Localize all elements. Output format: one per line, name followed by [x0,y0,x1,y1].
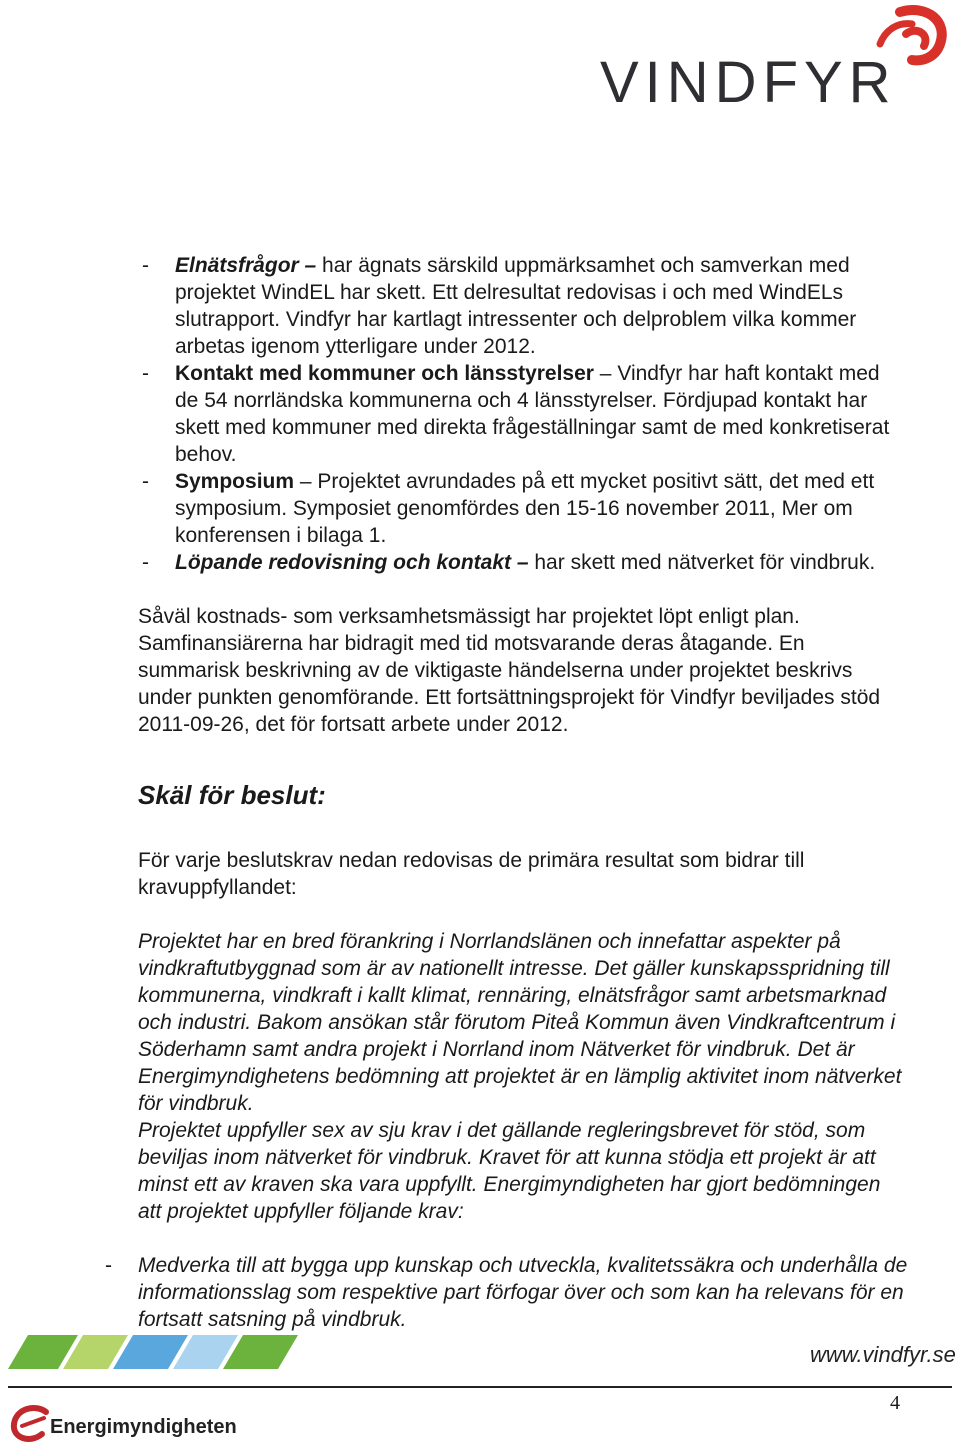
list-item: - Löpande redovisning och kontakt – har skett med nätverket för vindbruk. [142,551,876,574]
intro-paragraph: För varje beslutskrav nedan redovisas de primära resultat som bidrar till kravuppfyllandet: [138,849,805,899]
list-item: - Elnätsfrågor – har ägnats särskild uppmärksamhet och samverkan med projektet WindEL har skett. Ett delresultat redovisas i och med WindELs slutrapport. Vindfyr har kartlagt intressenter och delproblem vilka kommer arbetas igenom ytterligare under 2012. [142,254,857,358]
activity-list [138,252,908,576]
agency-name: Energimyndigheten [50,1416,237,1438]
list-item: - Medverka till att bygga upp kunskap och utveckla, kvalitetssäkra och underhålla de informationsslag som respektive part förfogar över och som kan ha relevans för en fortsatt satsning på vindbruk. [105,1254,908,1331]
section-heading: Skäl för beslut: [138,780,326,810]
list-item: - Kontakt med kommuner och länsstyrelser – Vindfyr har haft kontakt med de 54 norrländska kommunerna och 4 länsstyrelser. Fördjupad kontakt har skett med kommuner med direkta frågeställningar samt de med konkretiserat behov. [142,362,890,466]
assessment-paragraph: Projektet har en bred förankring i Norrlandslänen och innefattar aspekter på vindkraftutbyggnad som är av nationellt intresse. Det gäller kunskapsspridning till kommunerna, vindkraft i kallt klimat, rennäring, elnätsfrågor samt arbetsmarknad och industri. Bakom ansökan står förutom Piteå Kommun även Vindkraftcentrum i Söderhamn samt andra projekt i Norrland inom Nätverket för vindbruk. Det är Energimyndighetens bedömning att projektet är en lämplig aktivitet inom nätverket för vindbruk. [138,930,902,1115]
brand-name: VINDFYR [600,50,897,115]
vindfyr-logo [600,4,950,116]
agency-swoosh-icon [8,1404,52,1444]
footer-divider [8,1386,952,1388]
document-body [105,252,908,1333]
requirement-list [105,1252,908,1333]
summary-paragraph: Såväl kostnads- som verksamhetsmässigt har projektet löpt enligt plan. Samfinansiärerna har bidragit med tid motsvarande deras åtagande. En summarisk beskrivning av de viktigaste händelserna under projektet beskrivs under punkten genomförande. Ett fortsättningsprojekt för Vindfyr beviljades stöd 2011-09-26, det för fortsatt arbete under 2012. [138,605,881,736]
website-link[interactable]: www.vindfyr.se [810,1342,956,1367]
page-number: 4 [890,1392,900,1414]
decorative-stripes [8,1335,298,1369]
energimyndigheten-logo [8,1400,237,1446]
assessment-text [138,928,908,1225]
list-item: - Symposium – Projektet avrundades på ett mycket positivt sätt, det med ett symposium. Symposiet genomfördes den 15-16 november 2011, Mer om konferensen i bilaga 1. [142,470,875,547]
assessment-paragraph: Projektet uppfyller sex av sju krav i det gällande regleringsbrevet för stöd, som beviljas inom nätverket för vindbruk. Kravet för att kunna stödja ett projekt är att minst ett av kraven ska vara uppfyllt. Energimyndigheten har gjort bedömningen att projektet uppfyller följande krav: [138,1119,881,1223]
